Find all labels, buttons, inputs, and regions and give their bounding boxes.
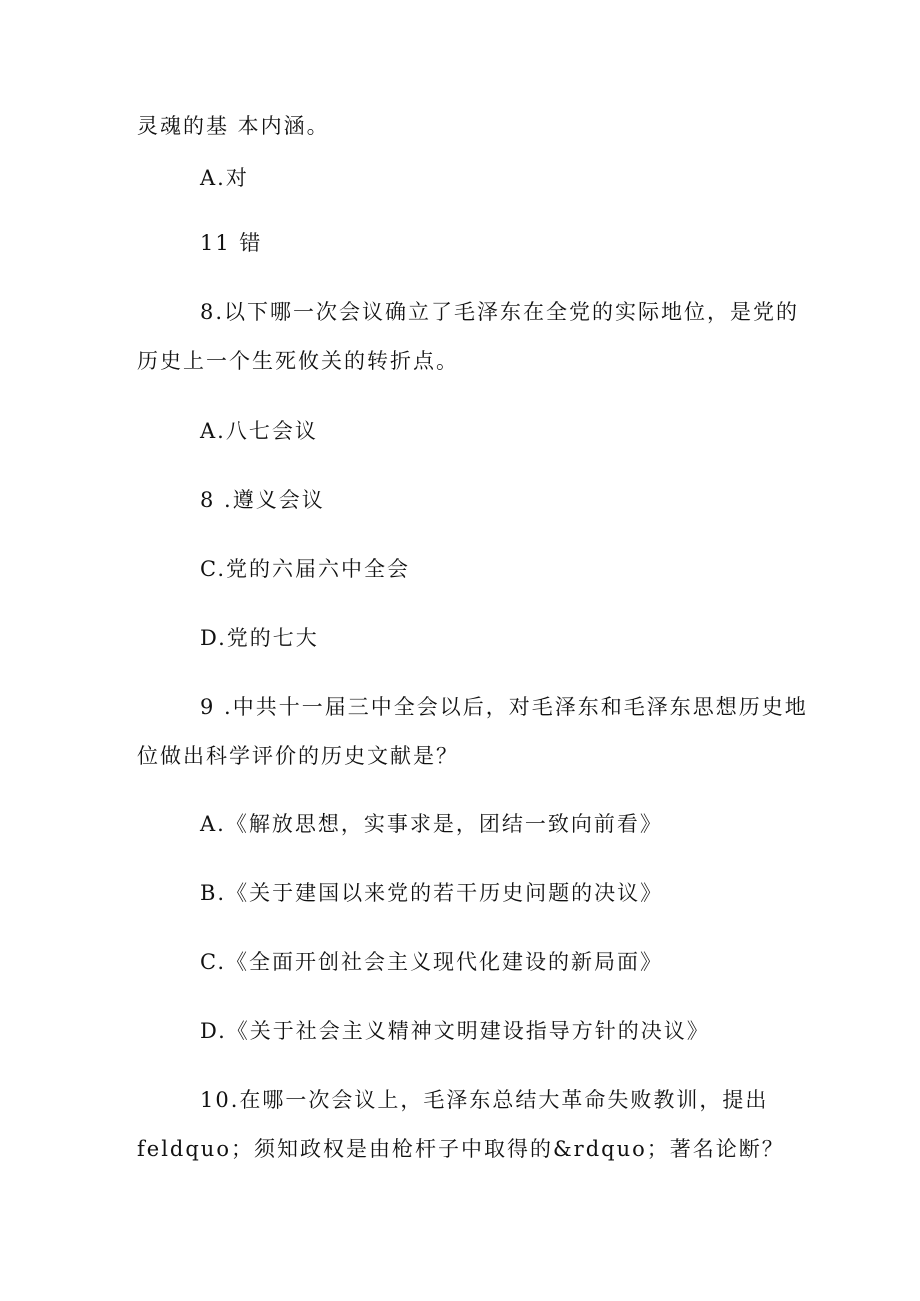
question-9-option-d: D.《关于社会主义精神文明建设指导方针的决议》: [200, 1019, 710, 1043]
question-9-line-2: 位做出科学评价的历史文献是？: [137, 744, 459, 768]
question-8-line-1: 8.以下哪一次会议确立了毛泽东在全党的实际地位，是党的: [200, 300, 800, 324]
question-8-option-d: D.党的七大: [200, 626, 319, 650]
text-line-continuation: 灵魂的基 本内涵。: [137, 114, 330, 138]
question-8-option-b: 8 .遵义会议: [200, 488, 325, 512]
option-a: A.对: [200, 166, 249, 190]
question-8-option-a: A.八七会议: [200, 419, 318, 443]
question-8-option-c: C.党的六届六中全会: [200, 557, 410, 581]
question-9-option-a: A.《解放思想，实事求是，团结一致向前看》: [200, 812, 663, 836]
question-8-line-2: 历史上一个生死攸关的转折点。: [137, 349, 459, 373]
question-9-line-1: 9 .中共十一届三中全会以后，对毛泽东和毛泽东思想历史地: [200, 695, 808, 719]
question-9-option-c: C.《全面开创社会主义现代化建设的新局面》: [200, 950, 663, 974]
question-9-option-b: B.《关于建国以来党的若干历史问题的决议》: [200, 881, 664, 905]
question-10-line-2: feldquo；须知政权是由枪杆子中取得的&rdquo；著名论断？: [137, 1137, 785, 1161]
question-10-line-1: 10.在哪一次会议上，毛泽东总结大革命失败教训，提出: [200, 1088, 769, 1112]
option-b: 11 错: [200, 231, 263, 255]
